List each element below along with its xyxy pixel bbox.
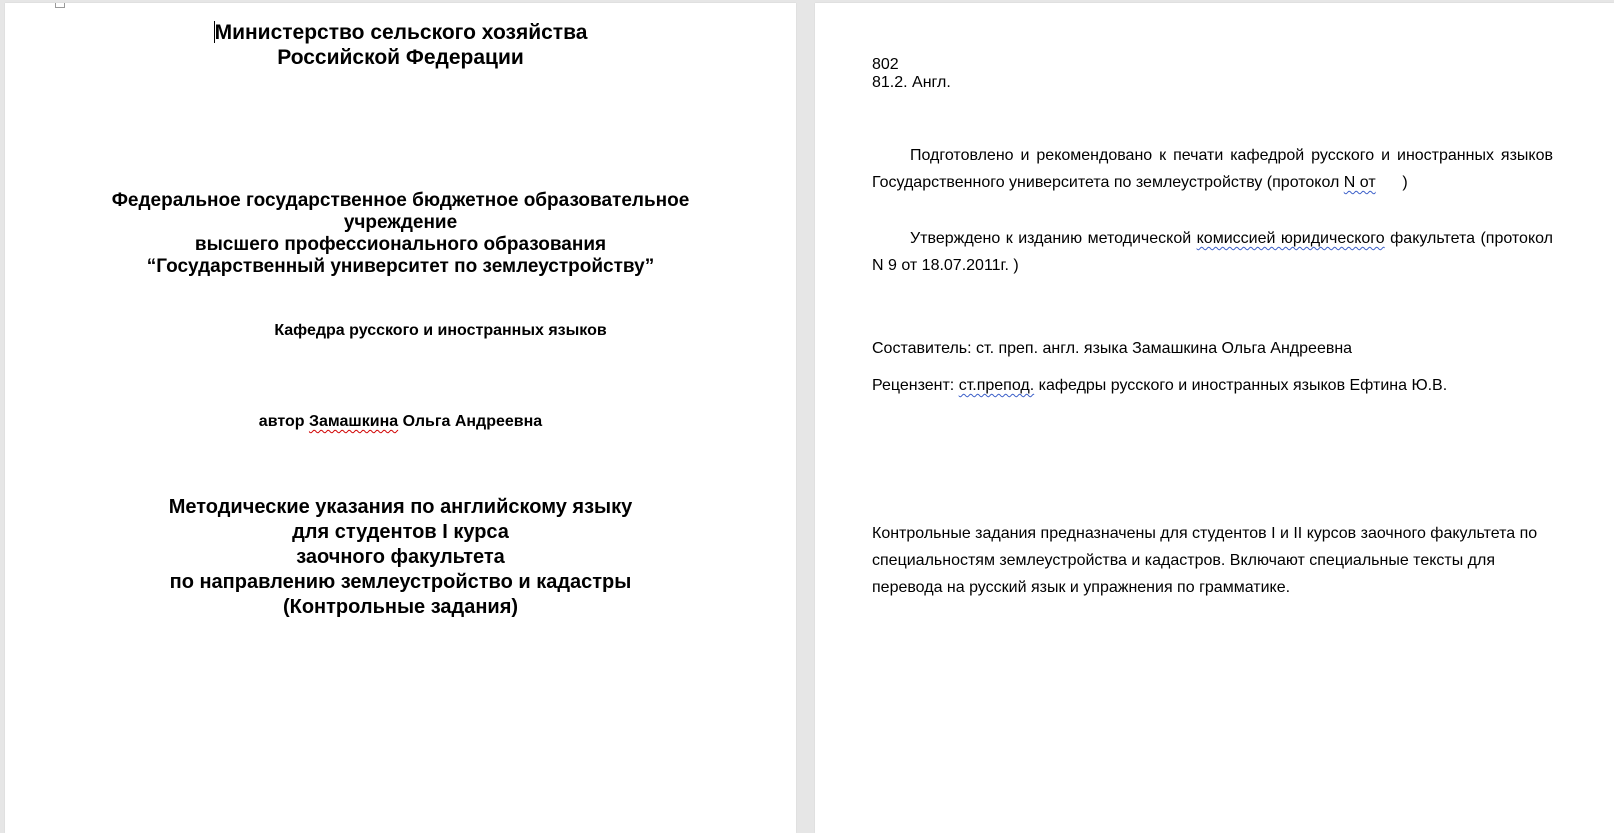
author-prefix: автор: [258, 413, 305, 430]
udc-line-2: 81.2. Англ.: [872, 74, 951, 91]
ministry-line-1: Министерство сельского хозяйства: [214, 21, 588, 44]
manual-title-line-3: заочного факультета: [296, 546, 505, 568]
manual-title: [5, 495, 796, 620]
institution-line-2: учреждение: [343, 212, 458, 233]
paragraph-marker-icon: [55, 3, 65, 8]
compiler-line: Составитель: ст. преп. англ. языка Замашкина Ольга Андреевна: [872, 340, 1353, 357]
manual-title-line-2: для студентов I курса: [292, 521, 509, 543]
grammar-flag: комиссией юридического: [1196, 230, 1385, 247]
approved-paragraph: Утверждено к изданию методической комиссией юридического факультета (протокол N 9 от 18.07.2011г. ): [872, 230, 1554, 274]
grammar-flag: N от: [1343, 174, 1376, 191]
description-paragraph: Контрольные задания предназначены для студентов I и II курсов заочного факультета по специальностям землеустройства и кадастров. Включают специальные тексты для перевода на русский язык и упражнения по грамматике.: [872, 525, 1538, 596]
institution-line-3: высшего профессионального образования: [194, 234, 607, 255]
grammar-flag: ст.препод.: [958, 377, 1035, 394]
document-page-left[interactable]: [5, 3, 796, 833]
institution-line-1: Федеральное государственное бюджетное образовательное: [111, 190, 690, 211]
institution-heading: [5, 190, 796, 278]
author-line: [5, 412, 796, 432]
department-name: Кафедра русского и иностранных языков: [274, 322, 607, 339]
manual-title-line-4: по направлению землеустройство и кадастры: [169, 571, 632, 593]
reviewer-line: Рецензент: ст.препод. кафедры русского и иностранных языков Ефтина Ю.В.: [872, 377, 1448, 394]
ministry-line-2: Российской Федерации: [277, 46, 524, 69]
manual-title-line-5: (Контрольные задания): [282, 596, 519, 618]
author-name: Ольга Андреевна: [402, 413, 543, 430]
author-surname: Замашкина: [308, 413, 399, 430]
udc-line-1: 802: [872, 56, 899, 73]
document-page-right[interactable]: [815, 3, 1614, 833]
ministry-heading: [5, 20, 796, 70]
udc-codes: [872, 56, 1553, 92]
prepared-paragraph: Подготовлено и рекомендовано к печати кафедрой русского и иностранных языков Государственного университета по землеустройству (протокол N от ): [872, 147, 1553, 191]
manual-title-line-1: Методические указания по английскому языку: [168, 496, 633, 518]
institution-line-4: “Государственный университет по землеустройству”: [146, 256, 655, 277]
